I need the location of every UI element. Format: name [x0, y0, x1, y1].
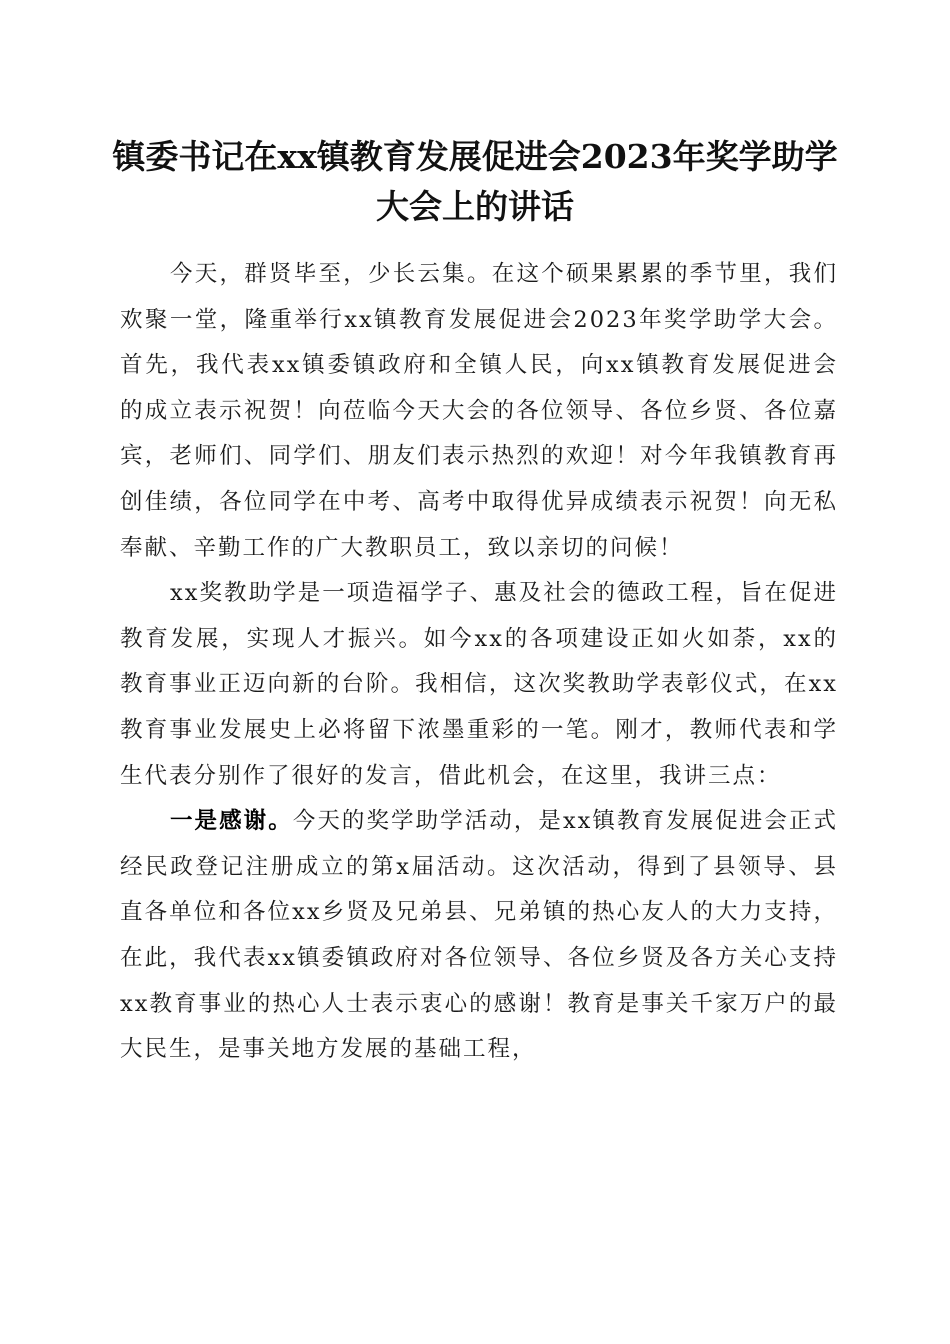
paragraph-text: xx奖教助学是一项造福学子、惠及社会的德政工程，旨在促进教育发展，实现人才振兴。如今xx的各项建设正如火如荼，xx的教育事业正迈向新的台阶。我相信，这次奖教助学表彰仪式，在xx教育事业发展史上必将留下浓墨重彩的一笔。刚才，教师代表和学生代表分别作了很好的发言，借此机会，在这里，我讲三点： — [120, 580, 838, 789]
paragraph-opening — [120, 252, 838, 571]
paragraph-significance — [120, 571, 838, 799]
paragraph-lead: 一是感谢。 — [170, 808, 293, 835]
paragraph-thanks — [120, 799, 838, 1073]
document-body — [120, 252, 838, 1073]
paragraph-text: 今天的奖学助学活动，是xx镇教育发展促进会正式经民政登记注册成立的第x届活动。这次活动，得到了县领导、县直各单位和各位xx乡贤及兄弟县、兄弟镇的热心友人的大力支持，在此，我代表xx镇委镇政府对各位领导、各位乡贤及各方关心支持xx教育事业的热心人士表示衷心的感谢！教育是事关千家万户的最大民生，是事关地方发展的基础工程， — [120, 808, 838, 1063]
document-title: 镇委书记在xx镇教育发展促进会2023年奖学助学大会上的讲话 — [112, 137, 838, 226]
paragraph-text: 今天，群贤毕至，少长云集。在这个硕果累累的季节里，我们欢聚一堂，隆重举行xx镇教育发展促进会2023年奖学助学大会。首先，我代表xx镇委镇政府和全镇人民，向xx镇教育发展促进会的成立表示祝贺！向莅临今天大会的各位领导、各位乡贤、各位嘉宾，老师们、同学们、朋友们表示热烈的欢迎！对今年我镇教育再创佳绩，各位同学在中考、高考中取得优异成绩表示祝贺！向无私奉献、辛勤工作的广大教职员工，致以亲切的问候！ — [120, 261, 838, 561]
